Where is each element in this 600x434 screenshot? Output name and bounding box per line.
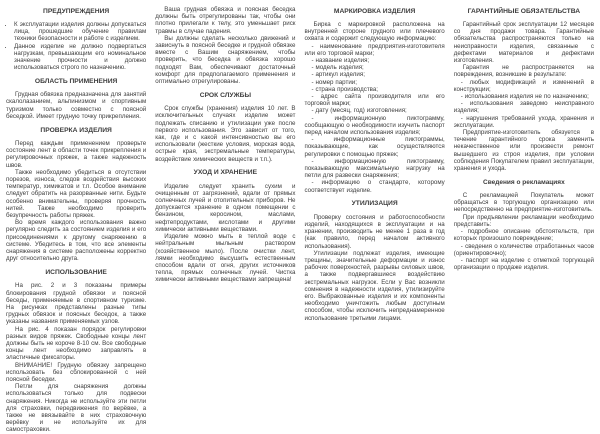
paragraph: Срок службы (хранения) изделия 10 лет. В исключительных случаях изделие может подлежать списанию и утилизации уже после первого использования. Это зависит от того, как, где и с какой интенсивностью вы его использовали (жесткие условия, морская вода, острые края, экстремальные температуры, воздействие химических веществ и т.п.). (155, 105, 296, 163)
paragraph: На рис. 4 показан порядок регулировки разных видов пряжек. Свободные концы лент должны быть не короче 8-10 см. Все свободные концы лент необходимо заправлять в эластичные фиксаторы. (6, 325, 147, 362)
paragraph: Грудная обвязка предназначена для занятий скалолазанием, альпинизмом и спортивным туризмом только совместно с поясной беседкой. Имеет грудную точку прикрепления. (6, 91, 147, 120)
paragraph: Во время каждого использования важно регулярно следить за состоянием изделия и его присоединениями к другому снаряжению в системе. Убедитесь в том, что все элементы снаряжения в системе расположены корректно друг относительно друга. (6, 219, 147, 263)
section-heading: ГАРАНТИЙНЫЕ ОБЯЗАТЕЛЬСТВА (467, 7, 581, 15)
paragraph: При предъявлении рекламации необходимо представить: (453, 213, 594, 228)
paragraph: Вы должны сделать несколько движений и зависнуть в поясной беседке и грудной обвязке вместе с Вашим снаряжением, чтобы проверить, что беседка и обвязка хорошо подходят Вам, обеспечивают достаточный комфорт для предполагаемого применения и оптимально отрегулированы. (155, 34, 296, 86)
bullet-list (6, 21, 146, 71)
section-heading: ПРОВЕРКА ИЗДЕЛИЯ (40, 126, 112, 134)
column-2 (155, 6, 295, 416)
paragraph: Проверку состояния и работоспособности изделий, находящихся в эксплуатации и на хранении, производить не менее 1 раза в год (как правило, перед началом активного использования). (304, 213, 445, 250)
dash-list-item: - дату (месяц, год) изготовления; (311, 107, 407, 115)
paragraph: Ваша грудная обвязка и поясная беседка должны быть отрегулированы так, чтобы они плотно прилегали к телу, это уменьшает риск травмы в случае падения. (155, 6, 296, 35)
dash-list-item: - подробное описание обстоятельств, при которых произошло повреждение; (453, 228, 594, 243)
paragraph: Утилизации подлежат изделия, имеющие трещины, значительные деформации и износ рабочих поверхностей, разрывы силовых швов, а также подвергавшиеся воздействию экстремальных нагрузок. Если у Вас возникли сомнения в надежности изделия, утилизируйте его. Выбракованные изделия и их компоненты необходимо уничтожить любым доступным способом, чтобы исключить непреднамеренное использование третьими лицами. (304, 249, 445, 322)
dash-list-item: - информацию о стандарте, которому соответствует изделие. (304, 179, 445, 194)
paragraph: Перед каждым применением проверьте состояние лент в области точек прикрепления и регулировочных пряжек, а также надежность швов. (6, 139, 147, 169)
dash-list-item: - нарушения требований ухода, хранения и эксплуатации. (453, 114, 594, 129)
paragraph: Предприятие-изготовитель обязуется в течение гарантийного срока заменить некачественное или произвести ремонт вышедшего из строя изделия, при условии соблюдения Покупателем правил эксплуатации, хранения и ухода. (453, 128, 594, 172)
dash-list-item: - название изделия; (311, 56, 370, 64)
paragraph: Гарантийный срок эксплуатации 12 месяцев со дня продажи товара. Гарантийные обязательства распространяются только на неисправности изделия, связанные с дефектами материалов и дефектами изготовления. (453, 20, 594, 64)
paragraph: Также необходимо убедиться в отсутствии порезов, износа, следов воздействия высоких температур, химикатов и т.п. Особое внимание следует обратить на разорванные нити. Будьте особенно внимательны, проверяя прочность нитей. Также необходимо проверить безупречность работы пряжек. (6, 168, 147, 219)
dash-list-item: - номер партии; (311, 78, 357, 86)
column-1 (6, 6, 147, 434)
paragraph: Изделие можно мыть в теплой воде с нейтральным мыльным раствором (хозяйственное мыло). После очистки лент, лямки необходимо высушить естественным способом вдали от огня, других источников тепла, прямых солнечных лучей. Чистка химически активными веществами запрещена! (155, 233, 296, 284)
bullet-item: • Данное изделие не должно подвергаться нагрузкам, превышающим его номинальное значение прочности и должно использоваться строго по назначению. (14, 43, 146, 72)
section-heading: ОБЛАСТЬ ПРИМЕНЕНИЯ (34, 77, 118, 85)
column-3 (305, 6, 445, 416)
section-heading: СРОК СЛУЖБЫ (199, 91, 251, 99)
dash-list-item: - модель изделия; (311, 64, 364, 72)
paragraph: Изделие следует хранить сухим и очищенным от загрязнений, вдали от прямых солнечных лучей и отопительных приборов. Не допускается хранение в одном помещении с бензином, керосином, маслами, нефтепродуктами, кислотами и другими химически активными веществами. (155, 182, 296, 233)
dash-list-item: - адрес сайта производителя или его торговой марки; (304, 92, 445, 108)
paragraph: На рис. 2 и 3 показаны примеры блокирования грудной обвязки и поясной беседы, применяемые в спортивном туризме. На рисунках представлены разные типы грудных обвязок и поясных беседок, а также указаны названия применяемых узлов. (6, 282, 147, 326)
paragraph: С рекламацией Покупатель может обращаться в торгующую организацию или непосредственно на предприятие-изготовитель. (453, 192, 594, 214)
section-heading: УТИЛИЗАЦИЯ (351, 200, 398, 208)
dash-list-item: - использования изделия не по назначению; (460, 92, 589, 100)
dash-list-item: - сведения о количестве отработанных часов (ориентировочно); (453, 242, 594, 257)
dash-list-item: - артикул изделия; (311, 71, 365, 79)
paragraph: Бирка с маркировкой расположена на внутренней стороне грудного или плечевого охвата и содержит следующую информацию: (304, 20, 445, 43)
dash-list-item: - информационную пиктограмму, сообщающую о необходимости изучить паспорт перед началом использования изделия; (304, 114, 445, 136)
bullet-item: • К эксплуатации изделия должны допускаться лица, прошедшие обучение правилам техники безопасности и работе с изделием. (14, 21, 146, 43)
dash-list-item: - любых модификаций и изменений в конструкции; (453, 78, 594, 93)
paragraph: Гарантия не распространяется на повреждения, возникшие в результате: (453, 64, 594, 79)
section-heading: ПРЕДУПРЕЖДЕНИЯ (43, 7, 110, 15)
dash-list-item: - паспорт на изделие с отметкой торгующей организации о продаже изделия. (453, 256, 594, 272)
dash-list-item: - наименование предприятия-изготовителя или его торговой марки; (304, 42, 445, 57)
paragraph: ВНИМАНИЕ! Грудную обвязку запрещено использовать без сблокированной с ней поясной беседки. (6, 361, 147, 383)
section-heading: ИСПОЛЬЗОВАНИЕ (45, 268, 107, 276)
dash-list-item: - использования заведомо неисправного изделия; (453, 100, 594, 115)
section-heading: УХОД И ХРАНЕНИЕ (193, 169, 258, 177)
section-heading: МАРКИРОВКА ИЗДЕЛИЯ (333, 7, 416, 15)
column-4 (454, 6, 594, 416)
dash-list-item: - информационную пиктограмму, показывающую максимальную нагрузку на петли для развески снаряжения; (304, 157, 445, 180)
dash-list-item: - страна производства; (311, 85, 379, 93)
dash-list-item: - информационные пиктограммы, показывающие, как осуществляются регулировки с помощью пряжек; (304, 136, 445, 158)
subsection-heading: Сведения о рекламациях (483, 178, 565, 186)
paragraph: Петли для снаряжения должны использоваться только для подвески снаряжения. Никогда не используйте эти петли для страховки, передвижения по верёвке, а также не ввязывайте в них страховочную верёвку и не используйте их для самостраховки. (6, 383, 147, 434)
